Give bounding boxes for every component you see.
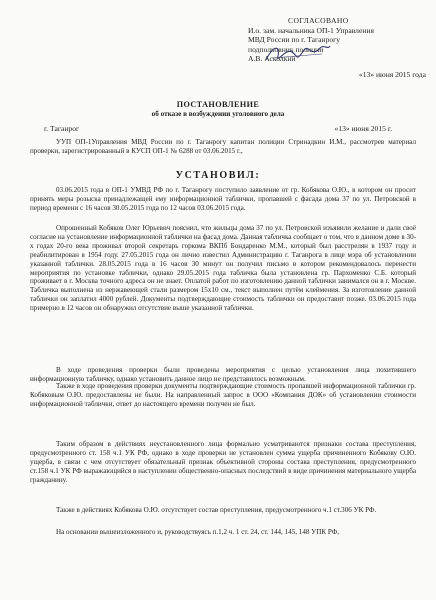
approval-line: И.о. зам. начальника ОП-1 Управления — [248, 25, 374, 35]
approval-line: подполковник полиции — [248, 44, 324, 54]
body-paragraph: Таким образом в действиях неустановленного лица формально усматриваются признаки состава преступления, предусмотренного ст. 158 ч.1 УК РФ, однако в ходе проверки не установлен сумма ущерба причиненного Кобякову О.Ю. ущерба, в связи с чем отсутствует обязательный признак объективной стороны состава преступления, предусмотренного ст.158 ч.1 УК РФ выражающийся в наступлении общественно-опасных последствий в виде причинения материального ущерба гражданину. — [30, 440, 416, 484]
body-paragraph: Также в действиях Кобякова О.Ю. отсутствует состав преступления, предусмотренного ч.1 ст.306 УК РФ. — [56, 506, 377, 514]
body-paragraph: На основании вышеизложенного и, руководствуясь п.1,2 ч. 1 ст. 24, ст. 144, 145, 148 УПК РФ, — [56, 528, 340, 536]
body-paragraph: В ходе проведения проверки были проведены мероприятия с целью установления лица похитившего информационную табличку, однако установить данное лицо не представилось возможным. — [30, 366, 416, 383]
document-city: г. Таганрог — [44, 124, 80, 133]
approval-date: «13» июня 2015 года — [358, 69, 426, 79]
approval-line: МВД России по г. Таганрогу — [248, 35, 341, 45]
approval-header: СОГЛАСОВАНО — [288, 16, 349, 25]
document-title: ПОСТАНОВЛЕНИЕ — [176, 100, 260, 109]
document-date: «13» июня 2015 г. — [334, 124, 392, 133]
handwritten-signature — [262, 40, 332, 66]
body-paragraph: 03.06.2015 года в ОП-1 УМВД РФ по г. Таганрогу поступило заявление от гр. Кобякова О.Ю., в котором он просит принять меры розыска принадлежащей ему информационной таблички, пропавшей с фасада дома 37 по ул. Петровской в период времени с 16 часов 30.05.2015 года по 12 часов 03.06.2015 года. — [30, 186, 416, 212]
intro-paragraph: УУП ОП-1Управления МВД России по г. Таганрогу капитан полиции Стринадкин И.М., рассмотрев материал проверки, зарегистрированный в КУСП ОП-1 № 6288 от 03.06.2015 г., — [30, 138, 416, 155]
body-paragraph: Также в ходе проведения проверки документы подтверждающие стоимость пропавшей информационной таблички гр. Кобяковым О.Ю. предоставлены не были. На направленный запрос в ООО «Компания ДОК» об установлении стоимости информационной таблички, ответ до настоящего времени получен не был. — [30, 382, 416, 408]
section-title: УСТАНОВИЛ: — [175, 170, 261, 181]
document-subtitle: об отказе в возбуждении уголовного дела — [151, 110, 285, 118]
approval-line: А.В. Асколкий — [248, 54, 296, 64]
body-paragraph: Опрошенный Кобяков Олег Юрьевич пояснил, что жильцы дома 37 по ул. Петровской изъявили желание и дали своё согласие на установление информационной таблички на фасад дома. Данная табличка сообщает о том, что в данном доме в 30-х годах 20-го века проживал второй секретарь горкома ВКПб Бондаренко М.М., который был расстрелян в 1937 году и реабилитирован в 1954 году. 27.05.2015 года он лично известил Администрацию г. Таганрога в лице мэра об установлении указанной таблички. 28.05.2015 года в 16 часов 30 минут он получил письмо в котором рекомендовалось перенести мероприятия по установке таблички, однако 29.05.2015 года табличка была установлена гр. Пархоменко С.Б. который проживает в г. Москва точного адреса он не знает. Оплатой работ по изготовлению данной таблички занимался он в г. Москве. Табличка выполнена из нержавеющей стали размером 15x10 см., текст выполнен путём клеймения. За изготовление данной таблички он заплатил 4000 рублей. Документы подтверждающие стоимость таблички он предоставит позже. 03.06.2015 года примерно в 12 часов он обнаружил отсутствие выше указанной таблички. — [30, 224, 416, 313]
